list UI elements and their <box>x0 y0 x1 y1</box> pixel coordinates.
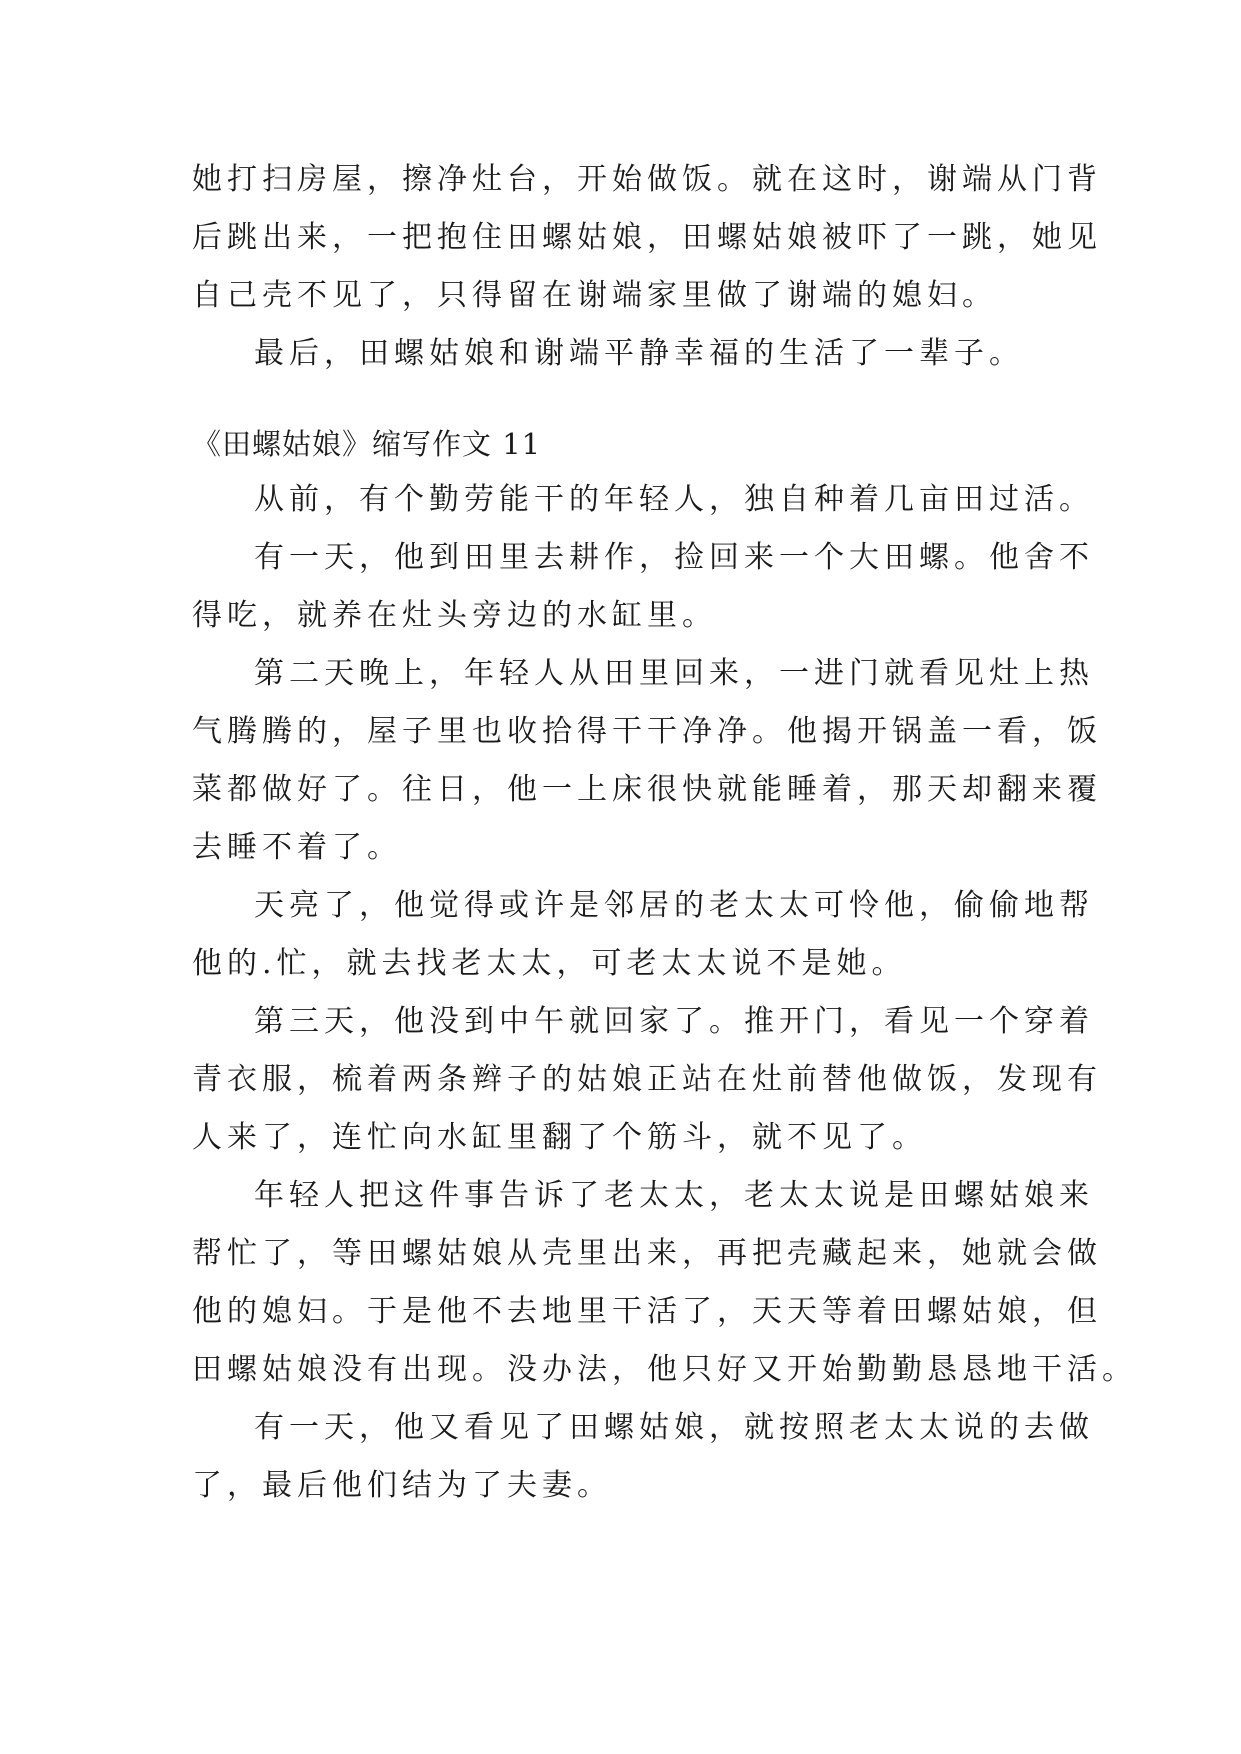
text-line: 他的媳妇。于是他不去地里干活了，天天等着田螺姑娘，但 <box>192 1294 1102 1329</box>
text-line: 菜都做好了。往日，他一上床很快就能睡着，那天却翻来覆 <box>192 772 1102 807</box>
text-line: 她打扫房屋，擦净灶台，开始做饭。就在这时，谢端从门背 <box>192 162 1102 197</box>
text-line: 人来了，连忙向水缸里翻了个筋斗，就不见了。 <box>192 1120 927 1155</box>
text-line: 得吃，就养在灶头旁边的水缸里。 <box>192 598 717 633</box>
text-line: 帮忙了，等田螺姑娘从壳里出来，再把壳藏起来，她就会做 <box>192 1236 1102 1271</box>
text-line: 气腾腾的，屋子里也收拾得干干净净。他揭开锅盖一看，饭 <box>192 714 1102 749</box>
paragraph-line: 最后，田螺姑娘和谢端平静幸福的生活了一辈子。 <box>254 336 1024 371</box>
paragraph-line: 年轻人把这件事告诉了老太太，老太太说是田螺姑娘来 <box>254 1178 1094 1213</box>
paragraph-line: 天亮了，他觉得或许是邻居的老太太可怜他，偷偷地帮 <box>254 888 1094 923</box>
text-line: 了，最后他们结为了夫妻。 <box>192 1468 612 1503</box>
section-title: 《田螺姑娘》缩写作文 11 <box>192 427 542 461</box>
text-line: 去睡不着了。 <box>192 830 402 865</box>
text-line: 自己壳不见了，只得留在谢端家里做了谢端的媳妇。 <box>192 278 997 313</box>
paragraph-line: 有一天，他到田里去耕作，捡回来一个大田螺。他舍不 <box>254 540 1094 575</box>
paragraph-line: 第二天晚上，年轻人从田里回来，一进门就看见灶上热 <box>254 656 1094 691</box>
paragraph-line: 有一天，他又看见了田螺姑娘，就按照老太太说的去做 <box>254 1410 1094 1445</box>
paragraph-line: 第三天，他没到中午就回家了。推开门，看见一个穿着 <box>254 1004 1094 1039</box>
paragraph-line: 从前，有个勤劳能干的年轻人，独自种着几亩田过活。 <box>254 482 1094 517</box>
text-line: 田螺姑娘没有出现。没办法，他只好又开始勤勤恳恳地干活。 <box>192 1352 1137 1387</box>
text-line: 他的.忙，就去找老太太，可老太太说不是她。 <box>192 946 907 981</box>
text-line: 后跳出来，一把抱住田螺姑娘，田螺姑娘被吓了一跳，她见 <box>192 220 1102 255</box>
text-line: 青衣服，梳着两条辫子的姑娘正站在灶前替他做饭，发现有 <box>192 1062 1102 1097</box>
